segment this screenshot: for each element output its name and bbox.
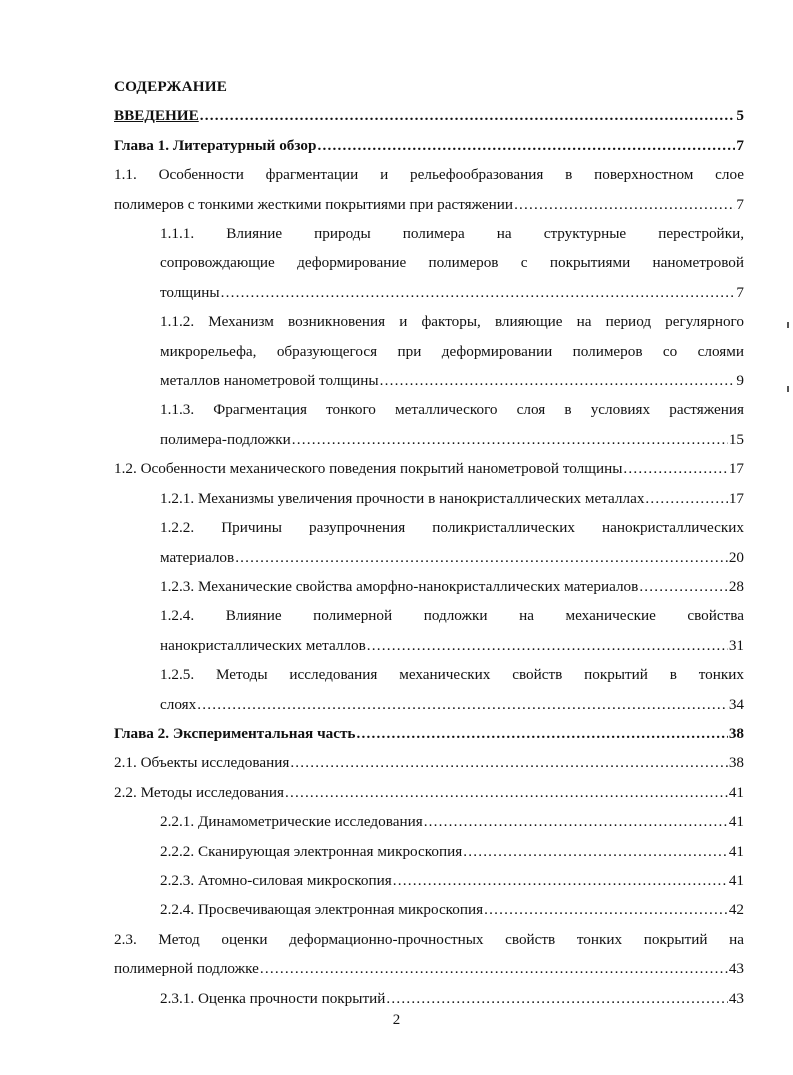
- toc-entry-title: Глава 1. Литературный обзор: [114, 136, 317, 154]
- toc-entry-title: ВВЕДЕНИЕ: [114, 107, 199, 125]
- toc-entry-page: 20: [728, 548, 744, 566]
- toc-entry-1-1: [114, 160, 744, 219]
- toc-entry-line: 1.2.5. Методы исследования механических свойств покрытий в тонких: [160, 666, 744, 684]
- toc-entry-page: 7: [736, 283, 744, 301]
- toc-entry-title: полимерной подложке: [114, 960, 259, 978]
- toc-entry-page: 15: [728, 430, 744, 448]
- toc-entry-title: материалов: [160, 548, 235, 566]
- toc-entry-page: 5: [736, 107, 744, 125]
- toc-entry-2-2-2: [160, 837, 744, 866]
- toc-entry-line: сопровождающие деформирование полимеров с покрытиями нанометровой: [160, 254, 744, 272]
- toc-entry-1-2-4: [160, 601, 744, 660]
- toc-entry-title: нанокристаллических металлов: [160, 636, 366, 654]
- toc-entry-title: 2.2.3. Атомно-силовая микроскопия: [160, 871, 392, 889]
- toc-entry-title: 2.2.2. Сканирующая электронная микроскопия: [160, 842, 463, 860]
- toc-entry-1-2-5: [160, 660, 744, 719]
- toc-entry-page: 28: [728, 577, 744, 595]
- toc-entry-title: полимеров с тонкими жесткими покрытиями при растяжении: [114, 195, 514, 213]
- toc-entry-page: 41: [728, 871, 744, 889]
- toc-entry-page: 17: [728, 460, 744, 478]
- toc-entry-title: 2.3.1. Оценка прочности покрытий: [160, 989, 386, 1007]
- scan-artifact: [787, 322, 789, 328]
- toc-entry-1-2-1: [160, 484, 744, 513]
- toc-entry-title: толщины: [160, 283, 220, 301]
- toc-entry-chapter-1: [114, 131, 744, 160]
- toc-entry-title: 2.2. Методы исследования: [114, 783, 284, 801]
- toc-entry-page: 9: [736, 372, 744, 390]
- toc-entry-page: 41: [728, 783, 744, 801]
- toc-entry-introduction: [114, 101, 744, 130]
- toc-entry-line: 1.2.4. Влияние полимерной подложки на механические свойства: [160, 607, 744, 625]
- toc-entry-line: 1.1.1. Влияние природы полимера на структурные перестройки,: [160, 225, 744, 243]
- toc-entry-title: Глава 2. Экспериментальная часть: [114, 724, 356, 742]
- toc-entry-page: 17: [728, 489, 744, 507]
- toc-entry-title: металлов нанометровой толщины: [160, 372, 379, 390]
- toc-entry-2-2-4: [160, 895, 744, 924]
- toc-entry-page: 43: [728, 989, 744, 1007]
- toc-entry-page: 43: [728, 960, 744, 978]
- toc-entry-title: 1.2.3. Механические свойства аморфно-нанокристаллических материалов: [160, 577, 639, 595]
- toc-entry-1-1-1: [160, 219, 744, 307]
- toc-entry-page: 34: [728, 695, 744, 713]
- toc-entry-page: 41: [728, 842, 744, 860]
- scan-artifact: [787, 386, 789, 392]
- toc-entry-page: 7: [736, 136, 744, 154]
- toc-entry-1-2-3: [160, 572, 744, 601]
- toc-entry-1-2-2: [160, 513, 744, 572]
- toc-entry-page: 31: [728, 636, 744, 654]
- toc-entry-title: слоях: [160, 695, 197, 713]
- toc-entry-2-3: [114, 925, 744, 984]
- toc-entry-page: 42: [728, 901, 744, 919]
- toc-entry-page: 38: [728, 754, 744, 772]
- toc-entry-title: 2.2.4. Просвечивающая электронная микроскопия: [160, 901, 484, 919]
- toc-entry-1-2: [114, 454, 744, 483]
- toc-entry-title: 2.2.1. Динамометрические исследования: [160, 813, 423, 831]
- toc-entry-line: 1.1.2. Механизм возникновения и факторы, влияющие на период регулярного: [160, 313, 744, 331]
- toc-entry-chapter-2: [114, 719, 744, 748]
- toc-entry-line: микрорельефа, образующегося при деформировании полимеров со слоями: [160, 342, 744, 360]
- page-number: 2: [392, 1012, 401, 1028]
- toc-entry-1-1-3: [160, 395, 744, 454]
- toc-entry-page: 38: [728, 724, 744, 742]
- toc-entry-page: 41: [728, 813, 744, 831]
- toc-heading: СОДЕРЖАНИЕ: [114, 78, 228, 95]
- table-of-contents: [114, 72, 744, 1013]
- toc-entry-2-1: [114, 748, 744, 777]
- toc-entry-line: 1.2.2. Причины разупрочнения поликристаллических нанокристаллических: [160, 519, 744, 537]
- toc-entry-2-2: [114, 778, 744, 807]
- toc-entry-title: 1.2. Особенности механического поведения покрытий нанометровой толщины: [114, 460, 623, 478]
- toc-entry-1-1-2: [160, 307, 744, 395]
- toc-entry-2-2-3: [160, 866, 744, 895]
- toc-entry-line: 2.3. Метод оценки деформационно-прочностных свойств тонких покрытий на: [114, 930, 744, 948]
- toc-entry-title: полимера-подложки: [160, 430, 291, 448]
- toc-entry-title: 1.2.1. Механизмы увеличения прочности в нанокристаллических металлах: [160, 489, 645, 507]
- toc-entry-title: 2.1. Объекты исследования: [114, 754, 290, 772]
- toc-entry-page: 7: [736, 195, 744, 213]
- toc-entry-2-2-1: [160, 807, 744, 836]
- toc-entry-line: 1.1. Особенности фрагментации и рельефообразования в поверхностном слое: [114, 166, 744, 184]
- toc-entry-line: 1.1.3. Фрагментация тонкого металлического слоя в условиях растяжения: [160, 401, 744, 419]
- toc-entry-2-3-1: [160, 984, 744, 1013]
